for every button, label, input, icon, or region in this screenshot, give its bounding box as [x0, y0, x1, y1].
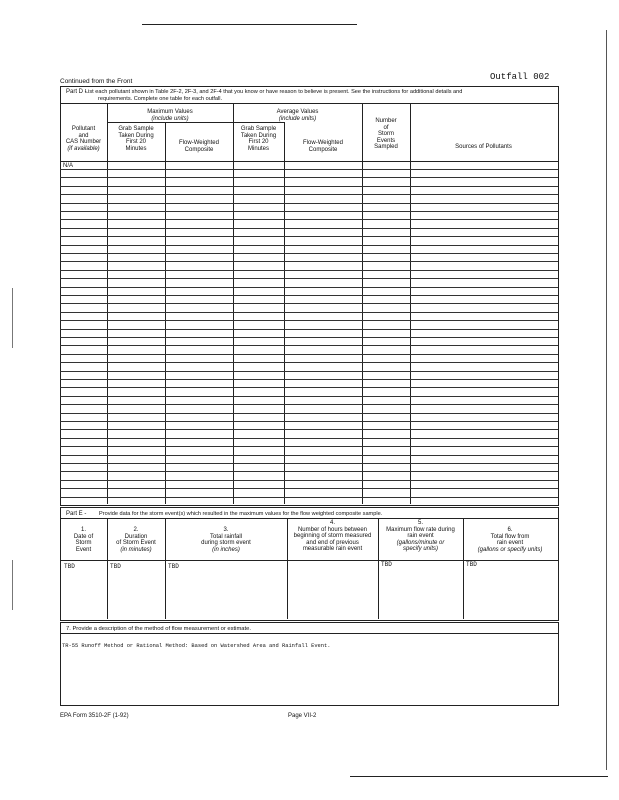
continued-label: Continued from the Front: [60, 78, 133, 85]
table-row-rule: [60, 228, 558, 229]
part-e-header-bottom: [60, 560, 558, 561]
table-row-rule: [60, 320, 558, 321]
table-row-rule: [60, 211, 558, 212]
num-events-header: Number of Storm Events Sampled: [374, 118, 398, 150]
pollutant-header: Pollutant and CAS Number (if available): [65, 126, 102, 152]
table-row-rule: [60, 287, 558, 288]
part-7-box: [60, 622, 559, 706]
table-row-rule: [60, 278, 558, 279]
top-rule: [142, 24, 357, 25]
table-row-rule: [60, 253, 558, 254]
part-7-divider: [60, 633, 558, 634]
table-row-rule: [60, 429, 558, 430]
max-values-header: Maximum Values (include units): [147, 109, 193, 122]
table-row-rule: [60, 261, 558, 262]
table-row-rule: [60, 203, 558, 204]
part-e-header-top: [60, 518, 558, 519]
part-7-label: 7. Provide a description of the method of flow measurement or estimate.: [66, 626, 251, 632]
e-col3-header: 3. Total rainfall during storm event (in inches): [201, 527, 251, 553]
table-row-rule: [60, 236, 558, 237]
e-col2-header: 2. Duration of Storm Event (in minutes): [116, 527, 156, 553]
e-totalflow-value[interactable]: TBD: [466, 561, 477, 568]
table-row-rule: [60, 295, 558, 296]
table-row-rule: [60, 371, 558, 372]
part-e-instruction: Provide data for the storm event(s) which resulted in the maximum values for the flow weighted composite sample.: [99, 511, 383, 517]
part-e-label: Part E -: [66, 511, 87, 517]
table-row-rule: [60, 387, 558, 388]
table-row-rule: [60, 455, 558, 456]
flow-method-answer[interactable]: TR-55 Runoff Method or Rational Method: Based on Watershed Area and Rainfall Event.: [62, 643, 331, 649]
table-row-rule: [60, 194, 558, 195]
table-row-rule: [60, 379, 558, 380]
e-col6-header: 6. Total flow from rain event (gallons or specify units): [477, 527, 543, 553]
table-row-rule: [60, 480, 558, 481]
e-col4-header: 4. Number of hours between beginning of storm measured and end of previous measurable rain event: [293, 520, 372, 552]
e-duration-value[interactable]: TBD: [110, 563, 121, 570]
e-col1-header: 1. Date of Storm Event: [73, 527, 94, 553]
left-margin-mark: [12, 288, 13, 348]
page-number: Page VII-2: [288, 713, 317, 719]
grab-avg-header: Grab Sample Taken During First 20 Minutes: [240, 126, 277, 152]
table-row-rule: [60, 488, 558, 489]
table-row-rule: [60, 446, 558, 447]
table-row-rule: [60, 421, 558, 422]
table-row-rule: [60, 270, 558, 271]
avg-values-header: Average Values (include units): [276, 109, 319, 122]
part-d-header-top: [60, 103, 558, 104]
form-number: EPA Form 3510-2F (1-92): [60, 713, 129, 719]
table-row-rule: [60, 345, 558, 346]
e-rainfall-value[interactable]: TBD: [168, 563, 179, 570]
table-row-rule: [60, 354, 558, 355]
flow-avg-header: Flow-Weighted Composite: [303, 140, 343, 153]
table-row-rule: [60, 329, 558, 330]
part-d-instruction: List each pollutant shown in Table 2F-2, 2F-3, and 2F-4 that you know or have reason to believe is present. See the instructions for additional details and: [85, 89, 463, 95]
table-row-rule: [60, 413, 558, 414]
flow-max-header: Flow-Weighted Composite: [179, 140, 219, 153]
right-edge-rule: [606, 30, 607, 770]
table-row-rule: [60, 497, 558, 498]
table-row-rule: [60, 396, 558, 397]
table-row-rule: [60, 186, 558, 187]
table-row-rule: [60, 245, 558, 246]
table-row-rule: [60, 177, 558, 178]
outfall-label: Outfall 002: [490, 72, 550, 82]
e-col5-header: 5. Maximum flow rate during rain event (gallons/minute or specify units): [386, 520, 455, 552]
e-maxflow-value[interactable]: TBD: [381, 561, 392, 568]
grab-max-header: Grab Sample Taken During First 20 Minutes: [118, 126, 154, 152]
bottom-rule: [350, 776, 608, 777]
table-row-rule: [60, 312, 558, 313]
max-values-underline: [107, 122, 284, 123]
table-row-rule: [60, 303, 558, 304]
table-row-rule: [60, 169, 558, 170]
table-row-rule: [60, 471, 558, 472]
table-row-rule: [60, 404, 558, 405]
table-row-rule: [60, 438, 558, 439]
part-d-instruction-2: requirements. Complete one table for each outfall.: [98, 96, 223, 102]
part-d-header-bottom: [60, 161, 558, 162]
table-row-rule: [60, 219, 558, 220]
table-row-rule: [60, 362, 558, 363]
left-margin-mark-2: [12, 560, 13, 610]
sources-header: Sources of Pollutants: [455, 144, 512, 150]
part-d-label: Part D -: [66, 89, 87, 95]
table-row-rule: [60, 463, 558, 464]
table-row-rule: [60, 337, 558, 338]
e-date-value[interactable]: TBD: [64, 563, 75, 570]
first-cell-value: N/A: [63, 163, 74, 169]
